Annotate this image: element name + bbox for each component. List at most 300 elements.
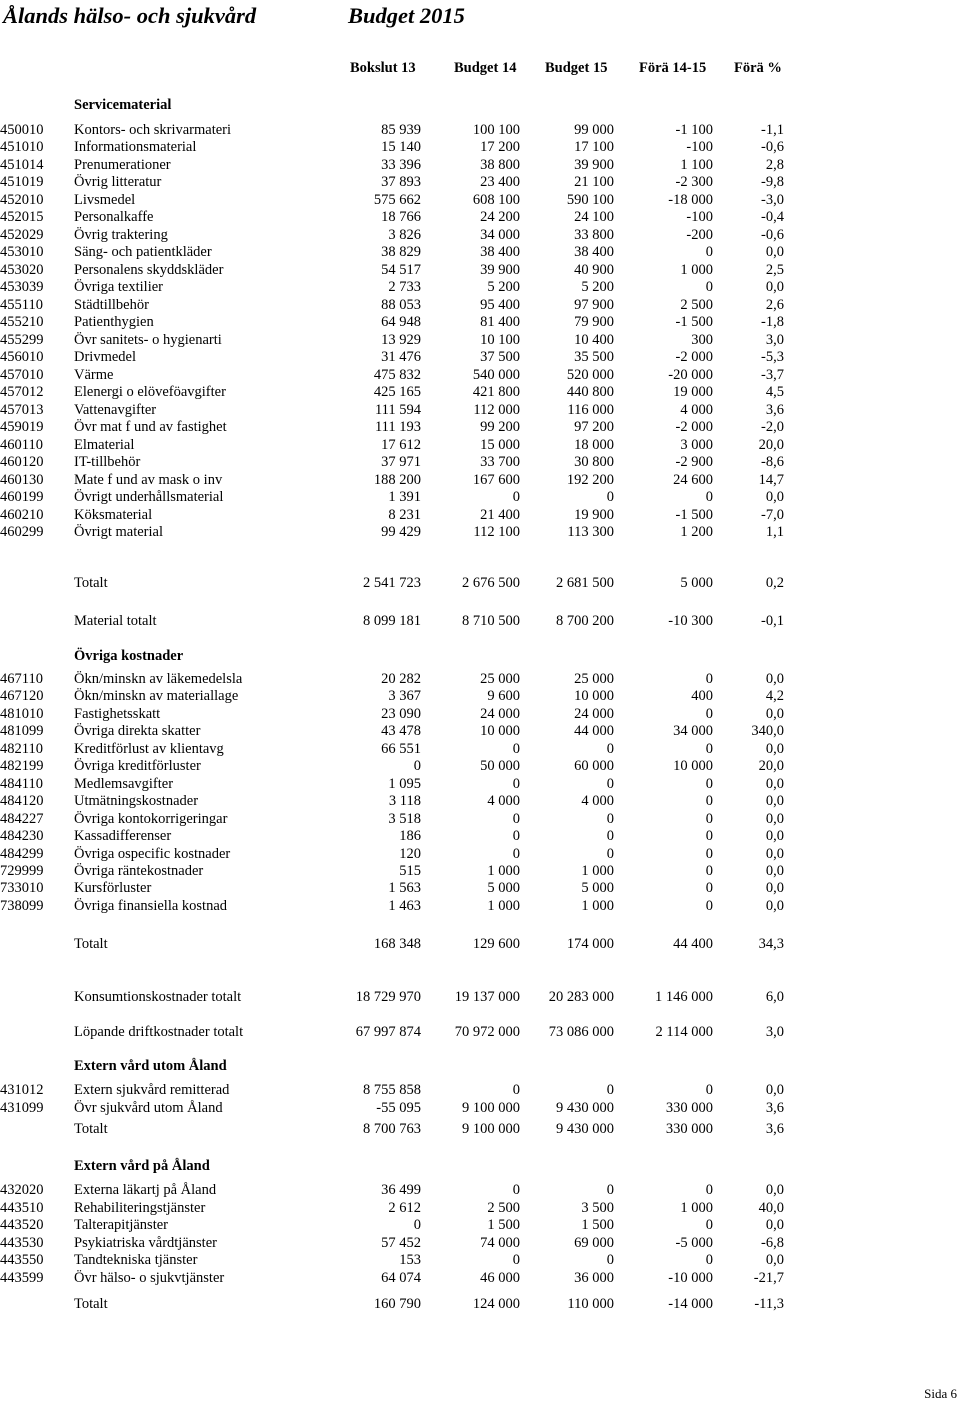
- cell-budget14: 70 972 000: [454, 1024, 520, 1040]
- cell-change: 1 200: [680, 524, 713, 540]
- cell-budget14: 540 000: [472, 367, 520, 383]
- cell-budget14: 50 000: [480, 758, 520, 774]
- cell-budget14: 9 100 000: [462, 1100, 520, 1116]
- cell-change: 2 114 000: [655, 1024, 713, 1040]
- cell-change-pct: -1,1: [761, 122, 784, 138]
- cell-budget15: 40 900: [574, 262, 614, 278]
- cell-change-pct: 2,5: [765, 262, 784, 278]
- cell-name: Övrig litteratur: [74, 174, 162, 190]
- table-row: [0, 1082, 960, 1099]
- cell-change-pct: 0,0: [765, 244, 784, 260]
- cell-account: 453020: [0, 262, 44, 278]
- table-row: [0, 811, 960, 828]
- cell-change: 0: [705, 776, 713, 792]
- table-row: [0, 367, 960, 384]
- cell-name: Övriga kontokorrigeringar: [74, 811, 228, 827]
- cell-change-pct: 2,8: [765, 157, 784, 173]
- cell-change-pct: 0,0: [765, 793, 784, 809]
- cell-account: 481010: [0, 706, 44, 722]
- table-row: [0, 507, 960, 524]
- cell-budget15: 1 000: [581, 863, 614, 879]
- total-row: [0, 989, 960, 1006]
- cell-name: Totalt: [74, 1121, 108, 1137]
- cell-budget14: 46 000: [480, 1270, 520, 1286]
- cell-budget14: 1 000: [487, 863, 520, 879]
- cell-budget14: 38 800: [480, 157, 520, 173]
- cell-bokslut13: 33 396: [381, 157, 421, 173]
- cell-account: 484110: [0, 776, 43, 792]
- cell-account: 460130: [0, 472, 44, 488]
- column-header-budget14: Budget 14: [454, 60, 517, 76]
- cell-change: 24 600: [673, 472, 713, 488]
- cell-budget14: 0: [512, 776, 520, 792]
- cell-change-pct: 20,0: [758, 758, 784, 774]
- table-row: [0, 741, 960, 758]
- cell-change: 0: [705, 793, 713, 809]
- cell-bokslut13: 186: [399, 828, 421, 844]
- cell-change: 19 000: [673, 384, 713, 400]
- table-row: [0, 209, 960, 226]
- cell-account: 484227: [0, 811, 44, 827]
- cell-budget15: 3 500: [581, 1200, 614, 1216]
- cell-budget14: 124 000: [472, 1296, 520, 1312]
- table-row: [0, 1270, 960, 1287]
- cell-budget15: 0: [606, 828, 614, 844]
- table-row: [0, 472, 960, 489]
- cell-name: Löpande driftkostnader totalt: [74, 1024, 244, 1040]
- cell-bokslut13: 2 733: [388, 279, 421, 295]
- table-row: [0, 174, 960, 191]
- cell-change: 0: [705, 741, 713, 757]
- cell-account: 450010: [0, 122, 44, 138]
- cell-budget14: 2 676 500: [462, 575, 520, 591]
- table-row: [0, 1235, 960, 1252]
- cell-bokslut13: 37 893: [381, 174, 421, 190]
- cell-budget15: 20 283 000: [548, 989, 614, 1005]
- cell-change: 44 400: [673, 936, 713, 952]
- total-row: [0, 613, 960, 630]
- cell-bokslut13: 2 612: [388, 1200, 421, 1216]
- table-row: [0, 262, 960, 279]
- cell-account: 484299: [0, 846, 44, 862]
- cell-budget14: 34 000: [480, 227, 520, 243]
- cell-budget15: 0: [606, 1182, 614, 1198]
- cell-budget14: 0: [512, 489, 520, 505]
- cell-change-pct: 0,0: [765, 706, 784, 722]
- section-title: Extern vård utom Åland: [74, 1058, 227, 1074]
- cell-name: Prenumerationer: [74, 157, 171, 173]
- org-title: Ålands hälso- och sjukvård: [3, 3, 257, 28]
- cell-change: 0: [705, 279, 713, 295]
- cell-budget15: 10 000: [574, 688, 614, 704]
- cell-budget14: 112 000: [473, 402, 520, 418]
- cell-change-pct: 14,7: [758, 472, 784, 488]
- cell-name: Fastighetsskatt: [74, 706, 161, 722]
- cell-budget15: 9 430 000: [556, 1121, 614, 1137]
- cell-bokslut13: 1 095: [388, 776, 421, 792]
- cell-account: 460210: [0, 507, 44, 523]
- table-row: [0, 1217, 960, 1234]
- cell-account: 467120: [0, 688, 44, 704]
- cell-budget14: 167 600: [472, 472, 520, 488]
- cell-budget14: 2 500: [487, 1200, 520, 1216]
- cell-bokslut13: 8 700 763: [363, 1121, 421, 1137]
- cell-budget14: 23 400: [480, 174, 520, 190]
- cell-budget15: 5 000: [581, 880, 614, 896]
- cell-budget15: 1 500: [581, 1217, 614, 1233]
- cell-change-pct: -0,4: [761, 209, 784, 225]
- cell-budget15: 44 000: [574, 723, 614, 739]
- table-row: [0, 157, 960, 174]
- cell-name: Övriga finansiella kostnad: [74, 898, 228, 914]
- cell-bokslut13: 1 563: [388, 880, 421, 896]
- column-header-budget15: Budget 15: [545, 60, 608, 76]
- cell-change: 0: [705, 1252, 713, 1268]
- cell-bokslut13: 13 929: [381, 332, 421, 348]
- cell-change: -14 000: [668, 1296, 713, 1312]
- cell-change-pct: -0,6: [761, 139, 784, 155]
- cell-account: 733010: [0, 880, 44, 896]
- cell-bokslut13: 8 231: [388, 507, 421, 523]
- cell-account: 460199: [0, 489, 44, 505]
- cell-budget14: 99 200: [480, 419, 520, 435]
- cell-budget14: 0: [512, 811, 520, 827]
- cell-change-pct: 0,0: [765, 828, 784, 844]
- cell-account: 452015: [0, 209, 44, 225]
- cell-account: 729999: [0, 863, 44, 879]
- cell-budget15: 33 800: [574, 227, 614, 243]
- table-row: [0, 688, 960, 705]
- cell-bokslut13: 160 790: [373, 1296, 421, 1312]
- total-row: [0, 936, 960, 953]
- cell-change: 0: [705, 706, 713, 722]
- cell-bokslut13: 85 939: [381, 122, 421, 138]
- cell-account: 455299: [0, 332, 44, 348]
- cell-change: -100: [686, 139, 713, 155]
- cell-budget14: 39 900: [480, 262, 520, 278]
- table-row: [0, 192, 960, 209]
- cell-budget15: 69 000: [574, 1235, 614, 1251]
- cell-bokslut13: 3 826: [388, 227, 421, 243]
- cell-change-pct: 6,0: [765, 989, 784, 1005]
- cell-change: 300: [691, 332, 713, 348]
- cell-name: Övr mat f und av fastighet: [74, 419, 227, 435]
- cell-budget15: 1 000: [581, 898, 614, 914]
- cell-name: IT-tillbehör: [74, 454, 141, 470]
- cell-account: 453039: [0, 279, 44, 295]
- cell-account: 451019: [0, 174, 44, 190]
- cell-bokslut13: -55 095: [376, 1100, 421, 1116]
- table-row: [0, 1100, 960, 1117]
- cell-change: 1 100: [680, 157, 713, 173]
- cell-budget14: 33 700: [480, 454, 520, 470]
- cell-budget15: 0: [606, 811, 614, 827]
- cell-bokslut13: 425 165: [373, 384, 421, 400]
- table-row: [0, 898, 960, 915]
- cell-budget14: 95 400: [480, 297, 520, 313]
- cell-budget15: 2 681 500: [556, 575, 614, 591]
- cell-change: 0: [705, 1217, 713, 1233]
- cell-name: Elenergi o elöveföavgifter: [74, 384, 226, 400]
- cell-name: Vattenavgifter: [74, 402, 157, 418]
- cell-budget14: 0: [512, 1182, 520, 1198]
- cell-account: 457012: [0, 384, 44, 400]
- cell-change-pct: -3,7: [761, 367, 784, 383]
- cell-name: Kassadifferenser: [74, 828, 172, 844]
- cell-budget15: 60 000: [574, 758, 614, 774]
- cell-account: 484120: [0, 793, 44, 809]
- cell-change-pct: 3,0: [765, 1024, 784, 1040]
- cell-budget15: 5 200: [581, 279, 614, 295]
- cell-change-pct: 0,0: [765, 279, 784, 295]
- cell-account: 457010: [0, 367, 44, 383]
- cell-name: Mate f und av mask o inv: [74, 472, 223, 488]
- cell-name: Utmätningskostnader: [74, 793, 199, 809]
- cell-change: -100: [686, 209, 713, 225]
- cell-change-pct: 34,3: [758, 936, 784, 952]
- cell-budget14: 112 100: [473, 524, 520, 540]
- cell-budget15: 192 200: [566, 472, 614, 488]
- cell-change-pct: 0,0: [765, 880, 784, 896]
- cell-bokslut13: 3 367: [388, 688, 421, 704]
- cell-bokslut13: 515: [399, 863, 421, 879]
- cell-bokslut13: 575 662: [373, 192, 421, 208]
- section-title: Övriga kostnader: [74, 648, 184, 664]
- table-row: [0, 828, 960, 845]
- cell-name: Material totalt: [74, 613, 157, 629]
- cell-name: Värme: [74, 367, 114, 383]
- cell-name: Kursförluster: [74, 880, 152, 896]
- cell-account: 482199: [0, 758, 44, 774]
- cell-change-pct: 0,0: [765, 1082, 784, 1098]
- cell-account: 443510: [0, 1200, 44, 1216]
- cell-budget15: 79 900: [574, 314, 614, 330]
- cell-change-pct: 0,0: [765, 671, 784, 687]
- cell-account: 443599: [0, 1270, 44, 1286]
- cell-change: 1 000: [680, 1200, 713, 1216]
- cell-bokslut13: 67 997 874: [355, 1024, 421, 1040]
- cell-account: 432020: [0, 1182, 44, 1198]
- cell-name: Rehabiliteringstjänster: [74, 1200, 206, 1216]
- cell-name: Totalt: [74, 575, 108, 591]
- cell-bokslut13: 54 517: [381, 262, 421, 278]
- cell-name: Medlemsavgifter: [74, 776, 174, 792]
- cell-budget14: 0: [512, 828, 520, 844]
- cell-budget14: 0: [512, 846, 520, 862]
- cell-change-pct: -7,0: [761, 507, 784, 523]
- cell-budget15: 520 000: [566, 367, 614, 383]
- cell-budget14: 0: [512, 1252, 520, 1268]
- cell-budget14: 37 500: [480, 349, 520, 365]
- cell-budget15: 17 100: [574, 139, 614, 155]
- cell-change-pct: 1,1: [765, 524, 784, 540]
- cell-account: 482110: [0, 741, 43, 757]
- cell-bokslut13: 2 541 723: [363, 575, 421, 591]
- cell-change-pct: -6,8: [761, 1235, 784, 1251]
- cell-budget14: 8 710 500: [462, 613, 520, 629]
- cell-change-pct: 4,5: [765, 384, 784, 400]
- cell-name: Konsumtionskostnader totalt: [74, 989, 242, 1005]
- table-row: [0, 880, 960, 897]
- cell-change-pct: 0,2: [765, 575, 784, 591]
- cell-change: 1 000: [680, 262, 713, 278]
- cell-budget14: 0: [512, 1082, 520, 1098]
- cell-budget15: 590 100: [566, 192, 614, 208]
- cell-change-pct: 0,0: [765, 898, 784, 914]
- cell-change-pct: 0,0: [765, 1252, 784, 1268]
- cell-budget15: 30 800: [574, 454, 614, 470]
- cell-name: Elmaterial: [74, 437, 135, 453]
- cell-bokslut13: 99 429: [381, 524, 421, 540]
- cell-bokslut13: 15 140: [381, 139, 421, 155]
- cell-name: Övr sjukvård utom Åland: [74, 1100, 223, 1116]
- table-row: [0, 863, 960, 880]
- cell-budget15: 174 000: [566, 936, 614, 952]
- cell-bokslut13: 111 594: [374, 402, 421, 418]
- cell-name: Patienthygien: [74, 314, 154, 330]
- cell-account: 460299: [0, 524, 44, 540]
- cell-budget14: 608 100: [472, 192, 520, 208]
- cell-change-pct: -21,7: [753, 1270, 784, 1286]
- section-title: Extern vård på Åland: [74, 1158, 210, 1174]
- cell-bokslut13: 475 832: [373, 367, 421, 383]
- cell-change: 0: [705, 863, 713, 879]
- cell-budget15: 0: [606, 741, 614, 757]
- cell-budget15: 36 000: [574, 1270, 614, 1286]
- cell-bokslut13: 43 478: [381, 723, 421, 739]
- cell-change: 330 000: [665, 1100, 713, 1116]
- cell-account: 481099: [0, 723, 44, 739]
- table-row: [0, 793, 960, 810]
- cell-budget14: 9 100 000: [462, 1121, 520, 1137]
- cell-bokslut13: 1 391: [388, 489, 421, 505]
- cell-bokslut13: 120: [399, 846, 421, 862]
- cell-change: 0: [705, 846, 713, 862]
- cell-bokslut13: 188 200: [373, 472, 421, 488]
- cell-budget14: 5 000: [487, 880, 520, 896]
- cell-name: Övriga direkta skatter: [74, 723, 201, 739]
- total-row: [0, 1296, 960, 1313]
- cell-name: Totalt: [74, 1296, 108, 1312]
- cell-budget15: 0: [606, 1252, 614, 1268]
- cell-name: Psykiatriska vårdtjänster: [74, 1235, 217, 1251]
- cell-change-pct: 0,0: [765, 1182, 784, 1198]
- page-number: Sida 6: [924, 1386, 957, 1401]
- cell-change: 5 000: [680, 575, 713, 591]
- table-row: [0, 1182, 960, 1199]
- cell-name: Informationsmaterial: [74, 139, 197, 155]
- cell-account: 484230: [0, 828, 44, 844]
- cell-budget14: 24 200: [480, 209, 520, 225]
- cell-account: 455210: [0, 314, 44, 330]
- cell-change-pct: 4,2: [765, 688, 784, 704]
- cell-account: 460120: [0, 454, 44, 470]
- cell-name: Säng- och patientkläder: [74, 244, 212, 260]
- cell-budget15: 97 900: [574, 297, 614, 313]
- section-title: Servicematerial: [74, 97, 172, 113]
- cell-bokslut13: 64 948: [381, 314, 421, 330]
- cell-bokslut13: 3 518: [388, 811, 421, 827]
- cell-change: 0: [705, 828, 713, 844]
- cell-change-pct: 0,0: [765, 741, 784, 757]
- table-row: [0, 279, 960, 296]
- cell-budget15: 0: [606, 776, 614, 792]
- cell-bokslut13: 31 476: [381, 349, 421, 365]
- cell-change-pct: -0,6: [761, 227, 784, 243]
- cell-bokslut13: 64 074: [381, 1270, 421, 1286]
- table-row: [0, 139, 960, 156]
- cell-budget15: 4 000: [581, 793, 614, 809]
- cell-change-pct: -0,1: [761, 613, 784, 629]
- cell-name: Personalens skyddskläder: [74, 262, 224, 278]
- cell-budget15: 0: [606, 1082, 614, 1098]
- cell-name: Tandtekniska tjänster: [74, 1252, 198, 1268]
- cell-bokslut13: 38 829: [381, 244, 421, 260]
- cell-change: -18 000: [668, 192, 713, 208]
- cell-change: 2 500: [680, 297, 713, 313]
- cell-budget14: 17 200: [480, 139, 520, 155]
- cell-account: 443550: [0, 1252, 44, 1268]
- cell-name: Övr hälso- o sjukvtjänster: [74, 1270, 225, 1286]
- table-row: [0, 776, 960, 793]
- cell-change-pct: -3,0: [761, 192, 784, 208]
- cell-account: 455110: [0, 297, 43, 313]
- cell-change: -2 900: [675, 454, 713, 470]
- cell-change-pct: 0,0: [765, 489, 784, 505]
- cell-bokslut13: 88 053: [381, 297, 421, 313]
- cell-budget14: 129 600: [472, 936, 520, 952]
- table-row: [0, 419, 960, 436]
- table-row: [0, 437, 960, 454]
- table-row: [0, 297, 960, 314]
- cell-name: Köksmaterial: [74, 507, 153, 523]
- cell-change: -20 000: [668, 367, 713, 383]
- cell-budget15: 0: [606, 489, 614, 505]
- table-row: [0, 1200, 960, 1217]
- cell-budget15: 8 700 200: [556, 613, 614, 629]
- cell-change: 0: [705, 1082, 713, 1098]
- cell-change: 3 000: [680, 437, 713, 453]
- cell-budget14: 1 500: [487, 1217, 520, 1233]
- total-row: [0, 1024, 960, 1041]
- cell-change: 0: [705, 671, 713, 687]
- cell-bokslut13: 18 729 970: [355, 989, 421, 1005]
- cell-bokslut13: 57 452: [381, 1235, 421, 1251]
- cell-account: 457013: [0, 402, 44, 418]
- cell-change: -1 500: [675, 314, 713, 330]
- table-row: [0, 489, 960, 506]
- cell-change-pct: 20,0: [758, 437, 784, 453]
- cell-name: Övriga ospecific kostnader: [74, 846, 231, 862]
- cell-budget15: 25 000: [574, 671, 614, 687]
- cell-budget15: 116 000: [567, 402, 614, 418]
- cell-bokslut13: 1 463: [388, 898, 421, 914]
- cell-name: Kontors- och skrivarmateri: [74, 122, 232, 138]
- cell-change-pct: 3,6: [765, 1121, 784, 1137]
- cell-change: -2 000: [675, 349, 713, 365]
- cell-bokslut13: 23 090: [381, 706, 421, 722]
- table-row: [0, 671, 960, 688]
- cell-bokslut13: 8 099 181: [363, 613, 421, 629]
- cell-change: 34 000: [673, 723, 713, 739]
- cell-change: 4 000: [680, 402, 713, 418]
- cell-account: 443530: [0, 1235, 44, 1251]
- table-row: [0, 454, 960, 471]
- cell-change: 10 000: [673, 758, 713, 774]
- cell-change: 0: [705, 880, 713, 896]
- cell-account: 452029: [0, 227, 44, 243]
- cell-change: 0: [705, 811, 713, 827]
